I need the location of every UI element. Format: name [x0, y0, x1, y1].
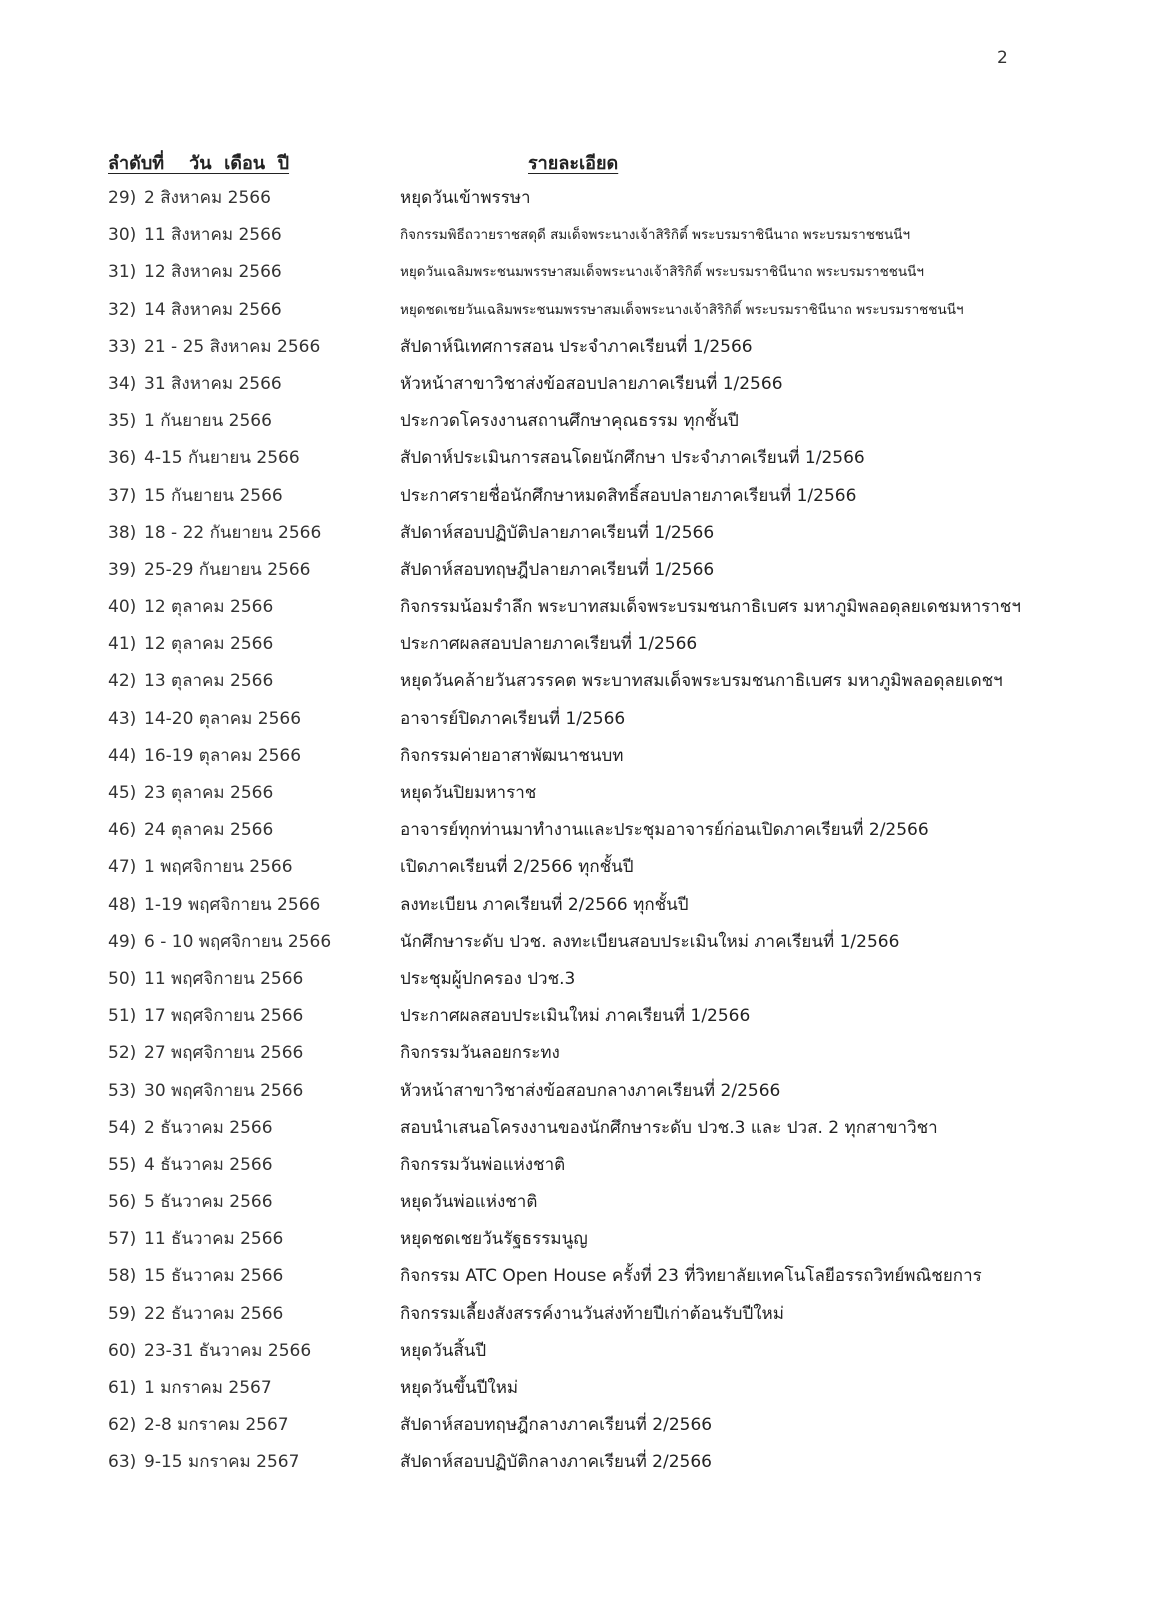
item-detail: อาจารย์ทุกท่านมาทำงานและประชุมอาจารย์ก่อนเปิดภาคเรียนที่ 2/2566 [400, 820, 929, 841]
item-detail: สัปดาห์ประเมินการสอนโดยนักศึกษา ประจำภาคเรียนที่ 1/2566 [400, 448, 865, 469]
list-item [108, 369, 1068, 406]
table-header [108, 148, 1068, 178]
item-detail: กิจกรรมเลี้ยงสังสรรค์งานวันส่งท้ายปีเก่าต้อนรับปีใหม่ [400, 1303, 784, 1324]
item-number: 62) [108, 1415, 137, 1436]
list-item [108, 927, 1068, 964]
item-number: 47) [108, 857, 137, 878]
item-date: 11 ธันวาคม 2566 [144, 1229, 284, 1250]
item-number: 51) [108, 1006, 137, 1027]
item-date: 9-15 มกราคม 2567 [144, 1452, 300, 1473]
item-detail: ประกาศผลสอบปลายภาคเรียนที่ 1/2566 [400, 634, 698, 655]
item-detail: สัปดาห์สอบปฏิบัติกลางภาคเรียนที่ 2/2566 [400, 1452, 712, 1473]
item-date: 27 พฤศจิกายน 2566 [144, 1043, 304, 1064]
item-number: 41) [108, 634, 137, 655]
item-detail: หยุดวันเข้าพรรษา [400, 188, 531, 208]
list-item [108, 183, 1068, 220]
list-item [108, 1299, 1068, 1336]
item-detail: หยุดวันปิยมหาราช [400, 783, 537, 803]
item-date: 1 กันยายน 2566 [144, 411, 272, 432]
list-item [108, 406, 1068, 443]
item-number: 32) [108, 299, 137, 320]
item-date: 21 - 25 สิงหาคม 2566 [144, 336, 321, 357]
item-date: 25-29 กันยายน 2566 [144, 559, 311, 580]
item-number: 63) [108, 1452, 137, 1473]
item-number: 38) [108, 522, 137, 543]
item-date: 18 - 22 กันยายน 2566 [144, 522, 322, 543]
item-number: 58) [108, 1266, 137, 1287]
item-date: 11 สิงหาคม 2566 [144, 225, 282, 246]
item-number: 31) [108, 262, 137, 283]
list-item [108, 1373, 1068, 1410]
item-number: 45) [108, 783, 137, 803]
item-date: 31 สิงหาคม 2566 [144, 373, 282, 394]
item-detail: หยุดวันเฉลิมพระชนมพรรษาสมเด็จพระนางเจ้าสิริกิติ์ พระบรมราชินีนาถ พระบรมราชชนนีฯ [400, 264, 924, 281]
list-item [108, 481, 1068, 518]
item-detail: ประกาศรายชื่อนักศึกษาหมดสิทธิ์สอบปลายภาคเรียนที่ 1/2566 [400, 485, 857, 506]
item-date: 12 ตุลาคม 2566 [144, 597, 274, 618]
item-number: 60) [108, 1340, 137, 1361]
item-number: 50) [108, 968, 137, 989]
list-item [108, 778, 1068, 815]
item-date: 12 สิงหาคม 2566 [144, 262, 282, 283]
item-date: 1 พฤศจิกายน 2566 [144, 857, 293, 878]
item-date: 14 สิงหาคม 2566 [144, 299, 282, 320]
item-date: 1-19 พฤศจิกายน 2566 [144, 894, 321, 915]
item-detail: ลงทะเบียน ภาคเรียนที่ 2/2566 ทุกชั้นปี [400, 894, 689, 915]
item-detail: หยุดชดเชยวันรัฐธรรมนูญ [400, 1229, 588, 1250]
item-date: 24 ตุลาคม 2566 [144, 820, 274, 841]
item-detail: สัปดาห์นิเทศการสอน ประจำภาคเรียนที่ 1/2566 [400, 336, 753, 357]
list-item [108, 1447, 1068, 1484]
header-detail: รายละเอียด [528, 153, 619, 174]
list-item [108, 332, 1068, 369]
list-item [108, 1076, 1068, 1113]
list-item [108, 1150, 1068, 1187]
list-item [108, 295, 1068, 332]
item-detail: นักศึกษาระดับ ปวช. ลงทะเบียนสอบประเมินใหม่ ภาคเรียนที่ 1/2566 [400, 931, 900, 952]
item-number: 55) [108, 1154, 137, 1175]
item-number: 61) [108, 1378, 137, 1398]
item-detail: ประกาศผลสอบประเมินใหม่ ภาคเรียนที่ 1/2566 [400, 1006, 751, 1027]
item-detail: ประชุมผู้ปกครอง ปวช.3 [400, 968, 576, 989]
item-number: 48) [108, 894, 137, 915]
item-date: 15 กันยายน 2566 [144, 485, 283, 506]
item-detail: หยุดวันพ่อแห่งชาติ [400, 1192, 538, 1213]
item-detail: หัวหน้าสาขาวิชาส่งข้อสอบกลางภาคเรียนที่ 2/2566 [400, 1080, 781, 1101]
item-date: 2 ธันวาคม 2566 [144, 1117, 273, 1138]
list-item [108, 815, 1068, 852]
item-date: 13 ตุลาคม 2566 [144, 671, 274, 692]
item-number: 37) [108, 485, 137, 506]
list-item [108, 741, 1068, 778]
item-detail: หยุดวันคล้ายวันสวรรคต พระบาทสมเด็จพระบรมชนกาธิเบศร มหาภูมิพลอดุลยเดชฯ [400, 671, 1003, 692]
list-item [108, 1038, 1068, 1075]
item-number: 43) [108, 708, 137, 729]
item-date: 12 ตุลาคม 2566 [144, 634, 274, 655]
item-date: 23 ตุลาคม 2566 [144, 783, 274, 803]
list-item [108, 890, 1068, 927]
list-item [108, 1261, 1068, 1298]
item-date: 15 ธันวาคม 2566 [144, 1266, 284, 1287]
item-number: 57) [108, 1229, 137, 1250]
item-detail: สัปดาห์สอบทฤษฎีปลายภาคเรียนที่ 1/2566 [400, 559, 715, 580]
item-detail: สัปดาห์สอบปฏิบัติปลายภาคเรียนที่ 1/2566 [400, 522, 715, 543]
list-item [108, 964, 1068, 1001]
item-number: 29) [108, 188, 137, 208]
list-item [108, 443, 1068, 480]
item-number: 36) [108, 448, 137, 469]
list-item [108, 1336, 1068, 1373]
item-detail: เปิดภาคเรียนที่ 2/2566 ทุกชั้นปี [400, 857, 634, 878]
item-date: 6 - 10 พฤศจิกายน 2566 [144, 931, 332, 952]
list-item [108, 666, 1068, 703]
list-item [108, 1224, 1068, 1261]
item-number: 33) [108, 336, 137, 357]
list-item [108, 555, 1068, 592]
item-number: 30) [108, 225, 137, 246]
item-detail: สัปดาห์สอบทฤษฎีกลางภาคเรียนที่ 2/2566 [400, 1415, 713, 1436]
item-date: 1 มกราคม 2567 [144, 1378, 272, 1398]
list-item [108, 518, 1068, 555]
item-number: 59) [108, 1303, 137, 1324]
item-number: 35) [108, 411, 137, 432]
item-number: 46) [108, 820, 137, 841]
list-item [108, 704, 1068, 741]
list-item [108, 1187, 1068, 1224]
item-detail: กิจกรรมวันลอยกระทง [400, 1043, 560, 1064]
list-item [108, 1001, 1068, 1038]
item-detail: สอบนำเสนอโครงงานของนักศึกษาระดับ ปวช.3 และ ปวส. 2 ทุกสาขาวิชา [400, 1117, 938, 1138]
item-date: 4-15 กันยายน 2566 [144, 448, 300, 469]
item-date: 23-31 ธันวาคม 2566 [144, 1340, 312, 1361]
list-item [108, 629, 1068, 666]
item-date: 22 ธันวาคม 2566 [144, 1303, 284, 1324]
item-detail: อาจารย์ปิดภาคเรียนที่ 1/2566 [400, 708, 626, 729]
item-number: 44) [108, 745, 137, 766]
item-number: 39) [108, 559, 137, 580]
item-detail: กิจกรรม ATC Open House ครั้งที่ 23 ที่วิทยาลัยเทคโนโลยีอรรถวิทย์พณิชยการ [400, 1266, 982, 1287]
list-item [108, 1410, 1068, 1447]
item-number: 40) [108, 597, 137, 618]
item-detail: ประกวดโครงงานสถานศึกษาคุณธรรม ทุกชั้นปี [400, 411, 739, 432]
item-date: 16-19 ตุลาคม 2566 [144, 745, 302, 766]
item-detail: หยุดวันสิ้นปี [400, 1340, 487, 1361]
item-date: 2 สิงหาคม 2566 [144, 188, 271, 208]
item-number: 49) [108, 931, 137, 952]
page-number: 2 [997, 48, 1008, 68]
list-item [108, 220, 1068, 257]
item-date: 5 ธันวาคม 2566 [144, 1192, 273, 1213]
item-detail: กิจกรรมค่ายอาสาพัฒนาชนบท [400, 745, 624, 766]
item-date: 17 พฤศจิกายน 2566 [144, 1006, 304, 1027]
item-detail: หยุดวันขึ้นปีใหม่ [400, 1378, 519, 1398]
item-date: 11 พฤศจิกายน 2566 [144, 968, 304, 989]
item-number: 56) [108, 1192, 137, 1213]
item-detail: กิจกรรมน้อมรำลึก พระบาทสมเด็จพระบรมชนกาธิเบศร มหาภูมิพลอดุลยเดชมหาราชฯ [400, 597, 1021, 618]
item-date: 14-20 ตุลาคม 2566 [144, 708, 302, 729]
list-item [108, 852, 1068, 889]
item-date: 2-8 มกราคม 2567 [144, 1415, 289, 1436]
item-number: 42) [108, 671, 137, 692]
list-item [108, 1113, 1068, 1150]
header-order-date: ลำดับที่ วัน เดือน ปี [108, 153, 290, 174]
item-detail: กิจกรรมวันพ่อแห่งชาติ [400, 1154, 566, 1175]
item-date: 30 พฤศจิกายน 2566 [144, 1080, 304, 1101]
item-number: 53) [108, 1080, 137, 1101]
list-item [108, 257, 1068, 294]
item-detail: กิจกรรมพิธีถวายราชสดุดี สมเด็จพระนางเจ้าสิริกิติ์ พระบรมราชินีนาถ พระบรมราชชนนีฯ [400, 227, 911, 244]
item-number: 52) [108, 1043, 137, 1064]
schedule-list [108, 183, 1068, 1485]
item-date: 4 ธันวาคม 2566 [144, 1154, 273, 1175]
item-number: 34) [108, 373, 137, 394]
item-detail: หยุดชดเชยวันเฉลิมพระชนมพรรษาสมเด็จพระนางเจ้าสิริกิติ์ พระบรมราชินีนาถ พระบรมราชชนนีฯ [400, 301, 964, 318]
item-number: 54) [108, 1117, 137, 1138]
item-detail: หัวหน้าสาขาวิชาส่งข้อสอบปลายภาคเรียนที่ 1/2566 [400, 373, 783, 394]
list-item [108, 592, 1068, 629]
